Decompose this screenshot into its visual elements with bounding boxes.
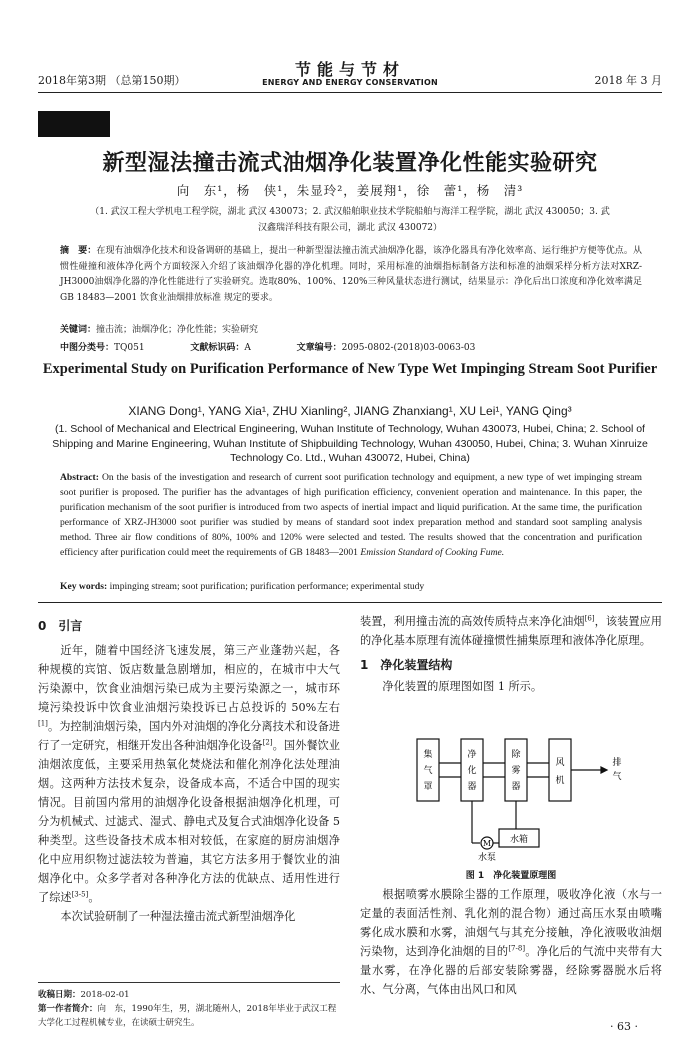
keywords-cn-text: 撞击流；油烟净化；净化性能；实验研究 bbox=[96, 325, 259, 335]
ref-2: [2] bbox=[262, 738, 273, 747]
journal-masthead bbox=[240, 62, 460, 87]
demister-label-1: 除 bbox=[511, 750, 521, 760]
left-column-body bbox=[38, 641, 340, 926]
principle-text-a: 根据喷雾水膜除尘器的工作原理，吸收净化液（水与一定量的表面活性剂、乳化剂的混合物）通过高压水泵由喷嘴雾化成水膜和水雾，油烟气与其充分接触，净化液吸收油烟污染物，达到净化油烟的目的 bbox=[360, 888, 662, 958]
abstract-en-label: Abstract: bbox=[60, 472, 99, 483]
section-0-heading: 0 引言 bbox=[38, 619, 83, 633]
author-bio-label: 第一作者简介： bbox=[38, 1004, 98, 1014]
header-date: 2018 年 3 月 bbox=[594, 74, 662, 87]
journal-name-cn: 节能与节材 bbox=[294, 60, 405, 79]
abstract-en-text: On the basis of the investigation and research of current soot purification technology and equipment, a new type of wet impinging stream soot purifier is proposed. The purifier has the advantages of high purification efficiency, convenient operation and maintenance. In this paper, the purification mechanism of the soot purifier is introduced from two aspects of inertial impact and liquid purification. At the same time, the purification performance of XRZ-JH3000 soot purifier was studied by means of standard soot index preparation method and standard soot sampling analysis method. Three air flow conditions of 80%, 100% and 120% were selected and tested. The results showed that the concentration and purification efficiency after purification could meet the requirements of GB 18483—2001 bbox=[60, 472, 642, 558]
figure-1-caption: 图 1 净化装置原理图 bbox=[465, 871, 557, 881]
intro-paragraph bbox=[38, 641, 340, 907]
abstract-cn-text: 在现有油烟净化技术和设备调研的基础上，提出一种新型湿法撞击流式油烟净化器，该净化器具有净化效率高、运行维护方便等优点。从惯性碰撞和液体净化两个方面较深入介绍了该油烟净化器的净化机理。同时，采用标准的油烟指标制备方法和标准的油烟采样分析方法对XRZ-JH3000油烟净化器的净化性能进行了实验研究。选取80%、100%、120%三种风量状态进行测试，结果显示：净化后出口浓度和净化效率满足GB 18483—2001 饮食业油烟排放标准 规定的要求。 bbox=[60, 246, 642, 303]
hood-label-1: 集 bbox=[423, 750, 433, 760]
keywords-cn-label: 关键词： bbox=[60, 325, 97, 335]
keywords-en bbox=[60, 581, 642, 592]
hood-label-3: 罩 bbox=[423, 782, 433, 792]
ref-1: [1] bbox=[38, 719, 48, 728]
pump-symbol: M bbox=[482, 839, 492, 848]
cont-text-b: ，该装置应用的净化基本原理有流体碰撞惯性捕集原理和液体净化原理。 bbox=[360, 615, 662, 647]
intro-text-b: 。为控制油烟污染，国内外对油烟的净化分离技术和设备进行了一定研究，相继开发出各种油烟净化设备 bbox=[38, 720, 340, 752]
classification-line bbox=[60, 340, 642, 353]
keywords-en-label: Key words: bbox=[60, 581, 108, 592]
pump-label: 水泵 bbox=[477, 853, 497, 863]
hood-label-2: 气 bbox=[423, 766, 433, 776]
abstract-cn bbox=[60, 244, 642, 306]
tank-label: 水箱 bbox=[509, 835, 529, 845]
authors-en: XIANG Dong¹, YANG Xia¹, ZHU Xianling², JIANG Zhanxiang¹, XU Lei¹, YANG Qing³ bbox=[128, 404, 572, 418]
exhaust-label-2: 气 bbox=[612, 772, 622, 782]
purifier-label-2: 化 bbox=[467, 766, 477, 776]
purifier-schematic bbox=[395, 733, 635, 863]
affiliation-line-1: （1. 武汉工程大学机电工程学院，湖北 武汉 430073；2. 武汉船舶职业技术学院船舶与海洋工程学院，湖北 武汉 430050；3. 武 bbox=[90, 207, 610, 217]
paper-title-en: Experimental Study on Purification Performance of New Type Wet Impinging Stream Soot Purifier bbox=[42, 361, 658, 377]
header-issue: 2018年第3期 （总第150期） bbox=[38, 74, 186, 87]
author-bio-text: 向 东，1990年生，男，湖北随州人，2018年毕业于武汉工程大学化工过程机械专业，在读硕士研究生。 bbox=[38, 1004, 337, 1028]
figure-intro: 净化装置的原理图如图 1 所示。 bbox=[382, 680, 543, 693]
intro-text-a: 近年，随着中国经济飞速发展，第三产业蓬勃兴起，各种规模的宾馆、饭店数量急剧增加，相应的，在城市中大气污染源中，饮食业油烟污染已成为主要污染源之一，城市环境污染投诉中饮食业油烟污染投诉已占总投诉的 50%左右 bbox=[38, 644, 340, 714]
right-column-bottom bbox=[360, 885, 662, 999]
exhaust-label-1: 排 bbox=[612, 758, 622, 768]
page-number: · 63 · bbox=[610, 1020, 638, 1033]
keywords-en-text: impinging stream; soot purification; purification performance; experimental study bbox=[109, 581, 425, 592]
intro-text-d: 。 bbox=[88, 891, 100, 904]
received-date bbox=[38, 988, 340, 1002]
principle-paragraph bbox=[360, 885, 662, 999]
footnote bbox=[38, 988, 340, 1030]
intro-text-c: 。国外餐饮业油烟浓度低，主要采用热氧化焚烧法和催化剂净化法处理油烟。这两种方法技术复杂，设备成本高，不适合中国的现实情况。目前国内常用的油烟净化设备根据油烟净化机理，可分为机械式、过滤式、湿式、静电式及复合式油烟净化设备 5 种类型。这些设备技术成本相对较低，在家庭的厨房油烟净化中应用织物过滤法较为普遍，其它方法多用于餐饮业的油烟净化中。众多学者对各种净化方法的优缺点、适用性进行了综述 bbox=[38, 739, 340, 904]
author-bio bbox=[38, 1002, 340, 1030]
received-value: 2018-02-01 bbox=[80, 990, 130, 1000]
abstract-cn-label: 摘 要： bbox=[60, 246, 97, 256]
purifier-label-1: 净 bbox=[467, 750, 477, 760]
doc-code-label: 文献标识码： bbox=[190, 343, 245, 353]
section-1-heading: 1 净化装置结构 bbox=[360, 658, 453, 672]
clc-label: 中图分类号： bbox=[60, 343, 115, 353]
journal-name-en: ENERGY AND ENERGY CONSERVATION bbox=[262, 78, 438, 87]
article-id-value: 2095-0802-(2018)03-0063-03 bbox=[341, 343, 476, 353]
ref-3-5: [3-5] bbox=[71, 890, 89, 899]
affiliation-line-2: 汉鑫瑞洋科技有限公司，湖北 武汉 430072） bbox=[257, 223, 443, 233]
keywords-cn bbox=[60, 322, 642, 335]
cont-text-a: 装置，利用撞击流的高效传质特点来净化油烟 bbox=[360, 615, 585, 628]
ref-7-8: [7-8] bbox=[508, 944, 526, 953]
fan-label-2: 机 bbox=[555, 776, 565, 786]
abstract-en bbox=[60, 470, 642, 560]
purifier-label-3: 器 bbox=[467, 782, 477, 792]
clc-value: TQ051 bbox=[114, 343, 145, 353]
doc-code-value: A bbox=[244, 343, 251, 353]
article-id-label: 文章编号： bbox=[296, 343, 342, 353]
redaction-block bbox=[38, 111, 110, 137]
header-rule bbox=[38, 92, 662, 93]
continued-paragraph bbox=[360, 612, 662, 650]
affiliations-cn bbox=[38, 204, 662, 236]
study-paragraph: 本次试验研制了一种湿法撞击流式新型油烟净化 bbox=[60, 910, 296, 923]
ref-6: [6] bbox=[584, 614, 595, 623]
received-label: 收稿日期： bbox=[38, 990, 81, 1000]
abstract-en-standard: Emission Standard of Cooking Fume. bbox=[360, 547, 505, 558]
demister-label-2: 雾 bbox=[511, 766, 521, 776]
paper-title-cn: 新型湿法撞击流式油烟净化装置净化性能实验研究 bbox=[102, 151, 598, 176]
principle-text-b: 。净化后的气流中夹带有大量水雾，在净化器的后部安装除雾器，经除雾器脱水后将水、气分离，气体由出风口和风 bbox=[360, 945, 662, 996]
box-fan bbox=[549, 739, 571, 801]
abstract-rule bbox=[38, 602, 662, 603]
right-column-top bbox=[360, 612, 662, 696]
footnote-rule bbox=[38, 982, 340, 983]
fan-label-1: 风 bbox=[555, 758, 565, 768]
authors-cn: 向 东¹，杨 侠¹，朱显玲²，姜展翔¹，徐 蕾¹，杨 清³ bbox=[176, 183, 524, 198]
demister-label-3: 器 bbox=[511, 782, 521, 792]
affiliations-en: (1. School of Mechanical and Electrical Engineering, Wuhan Institute of Technology, Wuhan 430073, Hubei, China; 2. School of Shipping and Marine Engineering, Wuhan Institute of Shipbuilding Technology, Wuhan 430050, Hubei, China; 3. Wuhan Xinruize Technology Co. Ltd., Wuhan 430072, Hubei, China) bbox=[52, 423, 648, 464]
